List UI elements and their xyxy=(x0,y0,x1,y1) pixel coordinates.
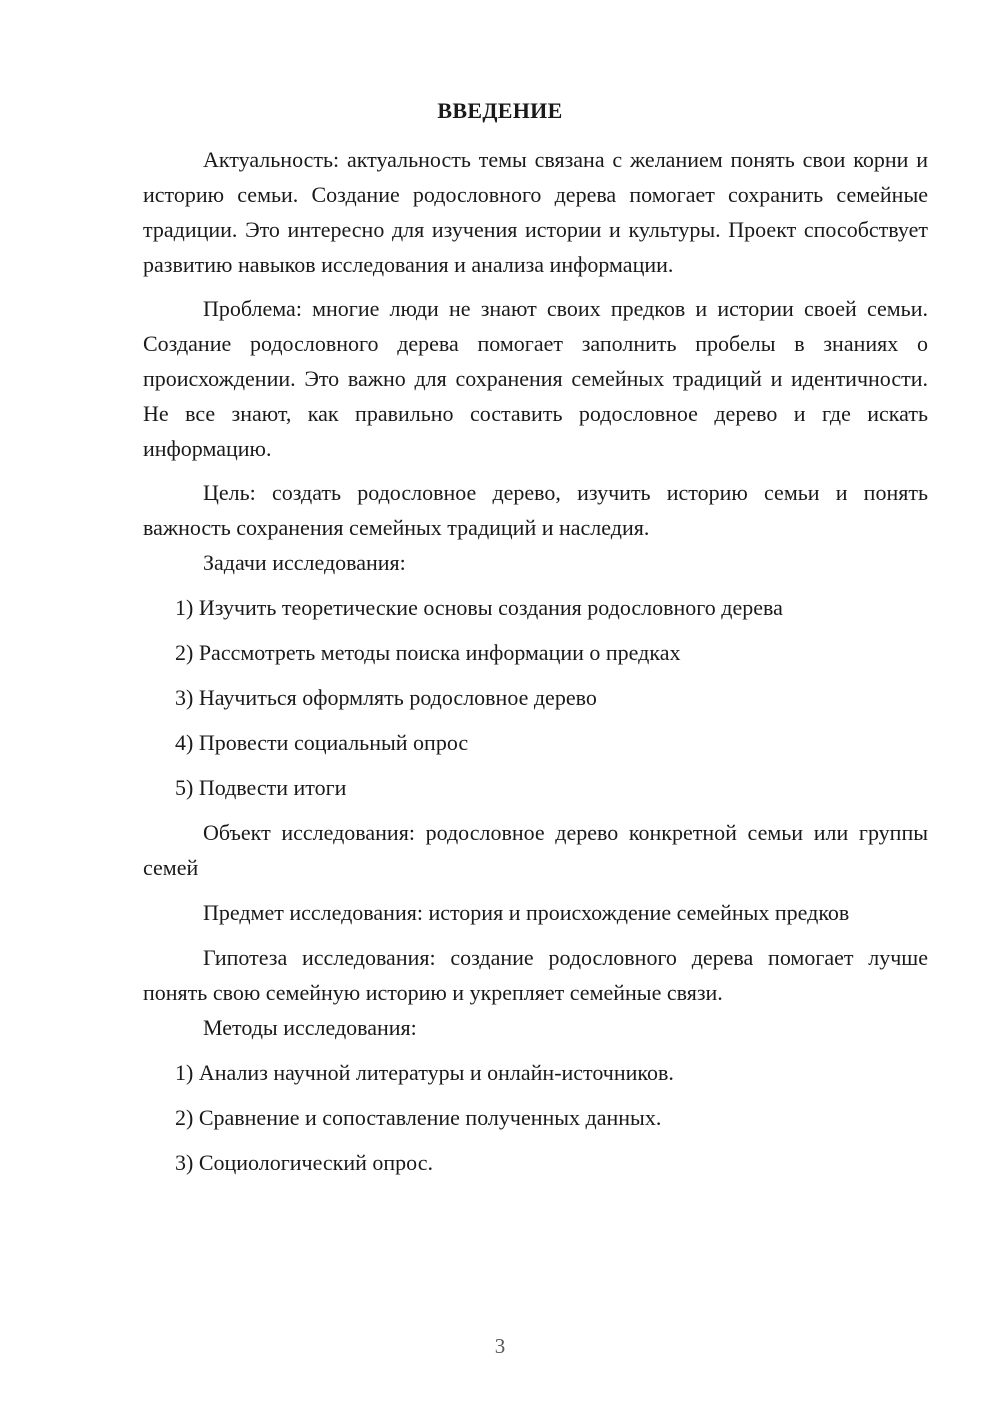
document-body xyxy=(143,142,928,1180)
list-item: 3) Социологический опрос. xyxy=(175,1150,433,1175)
list-item: 2) Рассмотреть методы поиска информации о предках xyxy=(175,640,681,665)
tasks-heading: Задачи исследования: xyxy=(203,550,406,575)
paragraph-goal: Цель: создать родословное дерево, изучить историю семьи и понять важность сохранения семейных традиций и наследия. xyxy=(143,480,928,540)
paragraph-relevance: Актуальность: актуальность темы связана с желанием понять свои корни и историю семьи. Создание родословного дерева помогает сохранить семейные традиции. Это интересно для изучения истории и культуры. Проект способствует развитию навыков исследования и анализа информации. xyxy=(143,147,928,277)
list-item: 1) Анализ научной литературы и онлайн-источников. xyxy=(175,1060,674,1085)
paragraph-object: Объект исследования: родословное дерево конкретной семьи или группы семей xyxy=(143,820,928,880)
list-item: 1) Изучить теоретические основы создания родословного дерева xyxy=(175,595,783,620)
list-item: 5) Подвести итоги xyxy=(175,775,347,800)
list-item: 2) Сравнение и сопоставление полученных данных. xyxy=(175,1105,662,1130)
paragraph-problem: Проблема: многие люди не знают своих предков и истории своей семьи. Создание родословного дерева помогает заполнить пробелы в знаниях о происхождении. Это важно для сохранения семейных традиций и идентичности. Не все знают, как правильно составить родословное дерево и где искать информацию. xyxy=(143,296,928,461)
paragraph-hypothesis: Гипотеза исследования: создание родословного дерева помогает лучше понять свою семейную историю и укрепляет семейные связи. xyxy=(143,945,928,1005)
tasks-list xyxy=(143,590,928,805)
section-heading: ВВЕДЕНИЕ xyxy=(437,98,563,123)
methods-heading: Методы исследования: xyxy=(203,1015,417,1040)
list-item: 3) Научиться оформлять родословное дерево xyxy=(175,685,597,710)
methods-list xyxy=(143,1055,928,1180)
list-item: 4) Провести социальный опрос xyxy=(175,730,469,755)
page-number: 3 xyxy=(494,1334,506,1358)
paragraph-subject: Предмет исследования: история и происхождение семейных предков xyxy=(203,900,850,925)
